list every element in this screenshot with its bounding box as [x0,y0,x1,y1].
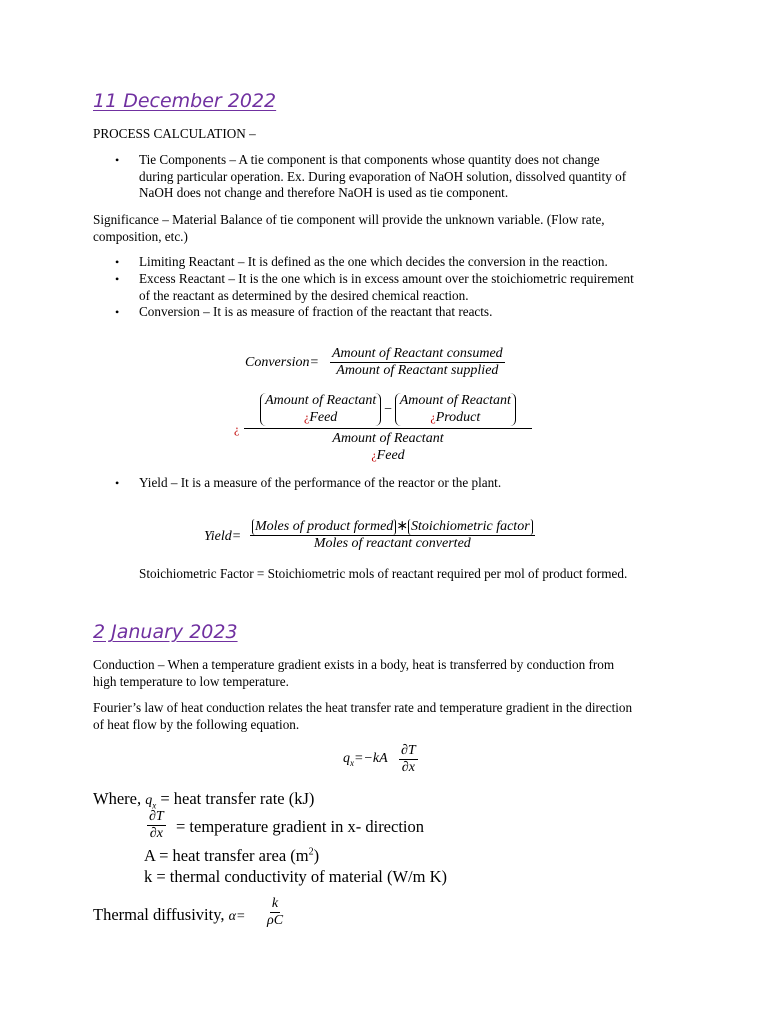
area-text: A = heat transfer area (m [144,846,309,865]
eq2-a1: Amount of Reactant [265,393,377,408]
eq4-sub: x [350,757,354,768]
bullet-icon: • [115,153,120,167]
eq2-b3: Product [435,410,481,425]
eq2-paren-product [395,393,516,426]
eq4-fraction [399,743,418,776]
eq2-lead: ¿ [234,422,240,436]
eq4-q: q [343,751,350,766]
significance-line-2: composition, etc.) [93,229,188,244]
limiting-reactant-text: Limiting Reactant – It is defined as the one which decides the conversion in the reaction. [139,254,608,269]
eq2-d2: ¿ [371,448,377,462]
heading-11-december-2022: 11 December 2022 [93,90,277,112]
heading-2-january-2023: 2 January 2023 [93,621,238,643]
bullet-icon: • [115,255,120,269]
gradient-numerator: ∂T [149,809,164,824]
diffusivity-fraction [265,896,285,929]
gradient-definition: = temperature gradient in x- direction [176,817,424,836]
eq2-paren-feed [260,393,381,426]
eq2-b1: Amount of Reactant [399,393,511,408]
tie-line-1: Tie Components – A tie component is that components whose quantity does not change [139,152,600,167]
eq2-b2: ¿ [430,410,436,424]
list-item-conversion [115,304,684,321]
bullet-icon: • [115,476,120,490]
process-calculation-title: PROCESS CALCULATION – [93,126,256,141]
eq2-minus: − [383,401,393,417]
eq1-fraction [330,346,505,379]
eq3-fraction [250,518,535,552]
excess-line-2: of the reactant as determined by the desired chemical reaction. [139,287,469,303]
eq4-mid: =−kA [354,751,388,766]
k-definition: k = thermal conductivity of material (W/m K) [144,867,448,886]
eq1-denominator: Amount of Reactant supplied [336,363,499,378]
list-item-tie-components [115,152,684,202]
eq3-numerator [250,518,535,536]
eq3-num-part2: Stoichiometric factor [408,519,533,535]
eq3-denominator: Moles of reactant converted [313,536,471,551]
eq2-d1: Amount of Reactant [332,431,444,446]
eq1-numerator: Amount of Reactant consumed [332,346,503,361]
tie-line-2: during particular operation. Ex. During evaporation of NaOH solution, dissolved quantity of [139,168,627,184]
conduction-line-1: Conduction – When a temperature gradient exists in a body, heat is transferred by conduction from [93,657,615,672]
qx-q: q [145,793,153,808]
area-close: ) [313,846,320,865]
where-line [93,789,314,810]
list-item-limiting-reactant [115,254,684,271]
list-item-yield [115,475,684,492]
diffusivity-denominator: ρC [267,913,284,928]
fourier-line-2: of heat flow by the following equation. [93,717,300,732]
where-label: Where, [93,789,142,808]
eq2-denominator [244,429,532,464]
eq3-star: ∗ [396,519,409,534]
eq3-num-part1: Moles of product formed [252,519,396,535]
bullet-icon: • [115,272,120,286]
eq2-fraction [244,393,532,464]
diffusivity-text: Thermal diffusivity, [93,905,225,924]
significance-paragraph [93,211,683,245]
yield-text: Yield – It is a measure of the performance of the reactor or the plant. [139,475,502,490]
diffusivity-alpha: α= [228,909,246,924]
stoichiometric-factor-text: Stoichiometric Factor = Stoichiometric mols of reactant required per mol of product formed. [139,566,628,581]
fourier-paragraph [93,699,683,733]
eq2-a3: Feed [309,410,338,425]
eq2-a2: ¿ [304,410,310,424]
excess-line-1: Excess Reactant – It is the one which is in excess amount over the stoichiometric requirement [139,271,634,286]
significance-line-1: Significance – Material Balance of tie component will provide the unknown variable. (Flow rate, [93,212,605,227]
qx-definition: = heat transfer rate (kJ) [160,789,315,808]
eq4-lhs [343,751,388,768]
qx-sub: x [152,800,157,811]
fourier-line-1: Fourier’s law of heat conduction relates the heat transfer rate and temperature gradient in the direction [93,700,633,715]
bullet-icon: • [115,305,120,319]
eq4-denominator: ∂x [401,760,415,775]
gradient-fraction [147,809,166,842]
area-definition [144,846,319,866]
eq2-d3: Feed [376,448,405,463]
eq3-lhs: Yield= [204,529,242,544]
tie-line-3: NaOH does not change and therefore NaOH is used as tie component. [139,185,509,200]
gradient-denominator: ∂x [149,826,163,841]
conversion-text: Conversion – It is as measure of fraction of the reactant that reacts. [139,304,493,319]
area-sup: 2 [308,846,314,858]
eq2-numerator [244,393,532,429]
conduction-paragraph [93,656,683,690]
conduction-line-2: high temperature to low temperature. [93,674,289,689]
eq1-lhs: Conversion= [245,355,319,370]
list-item-excess-reactant [115,271,684,304]
thermal-diffusivity-label [93,905,245,925]
eq4-numerator: ∂T [401,743,416,758]
diffusivity-numerator: k [271,896,279,911]
